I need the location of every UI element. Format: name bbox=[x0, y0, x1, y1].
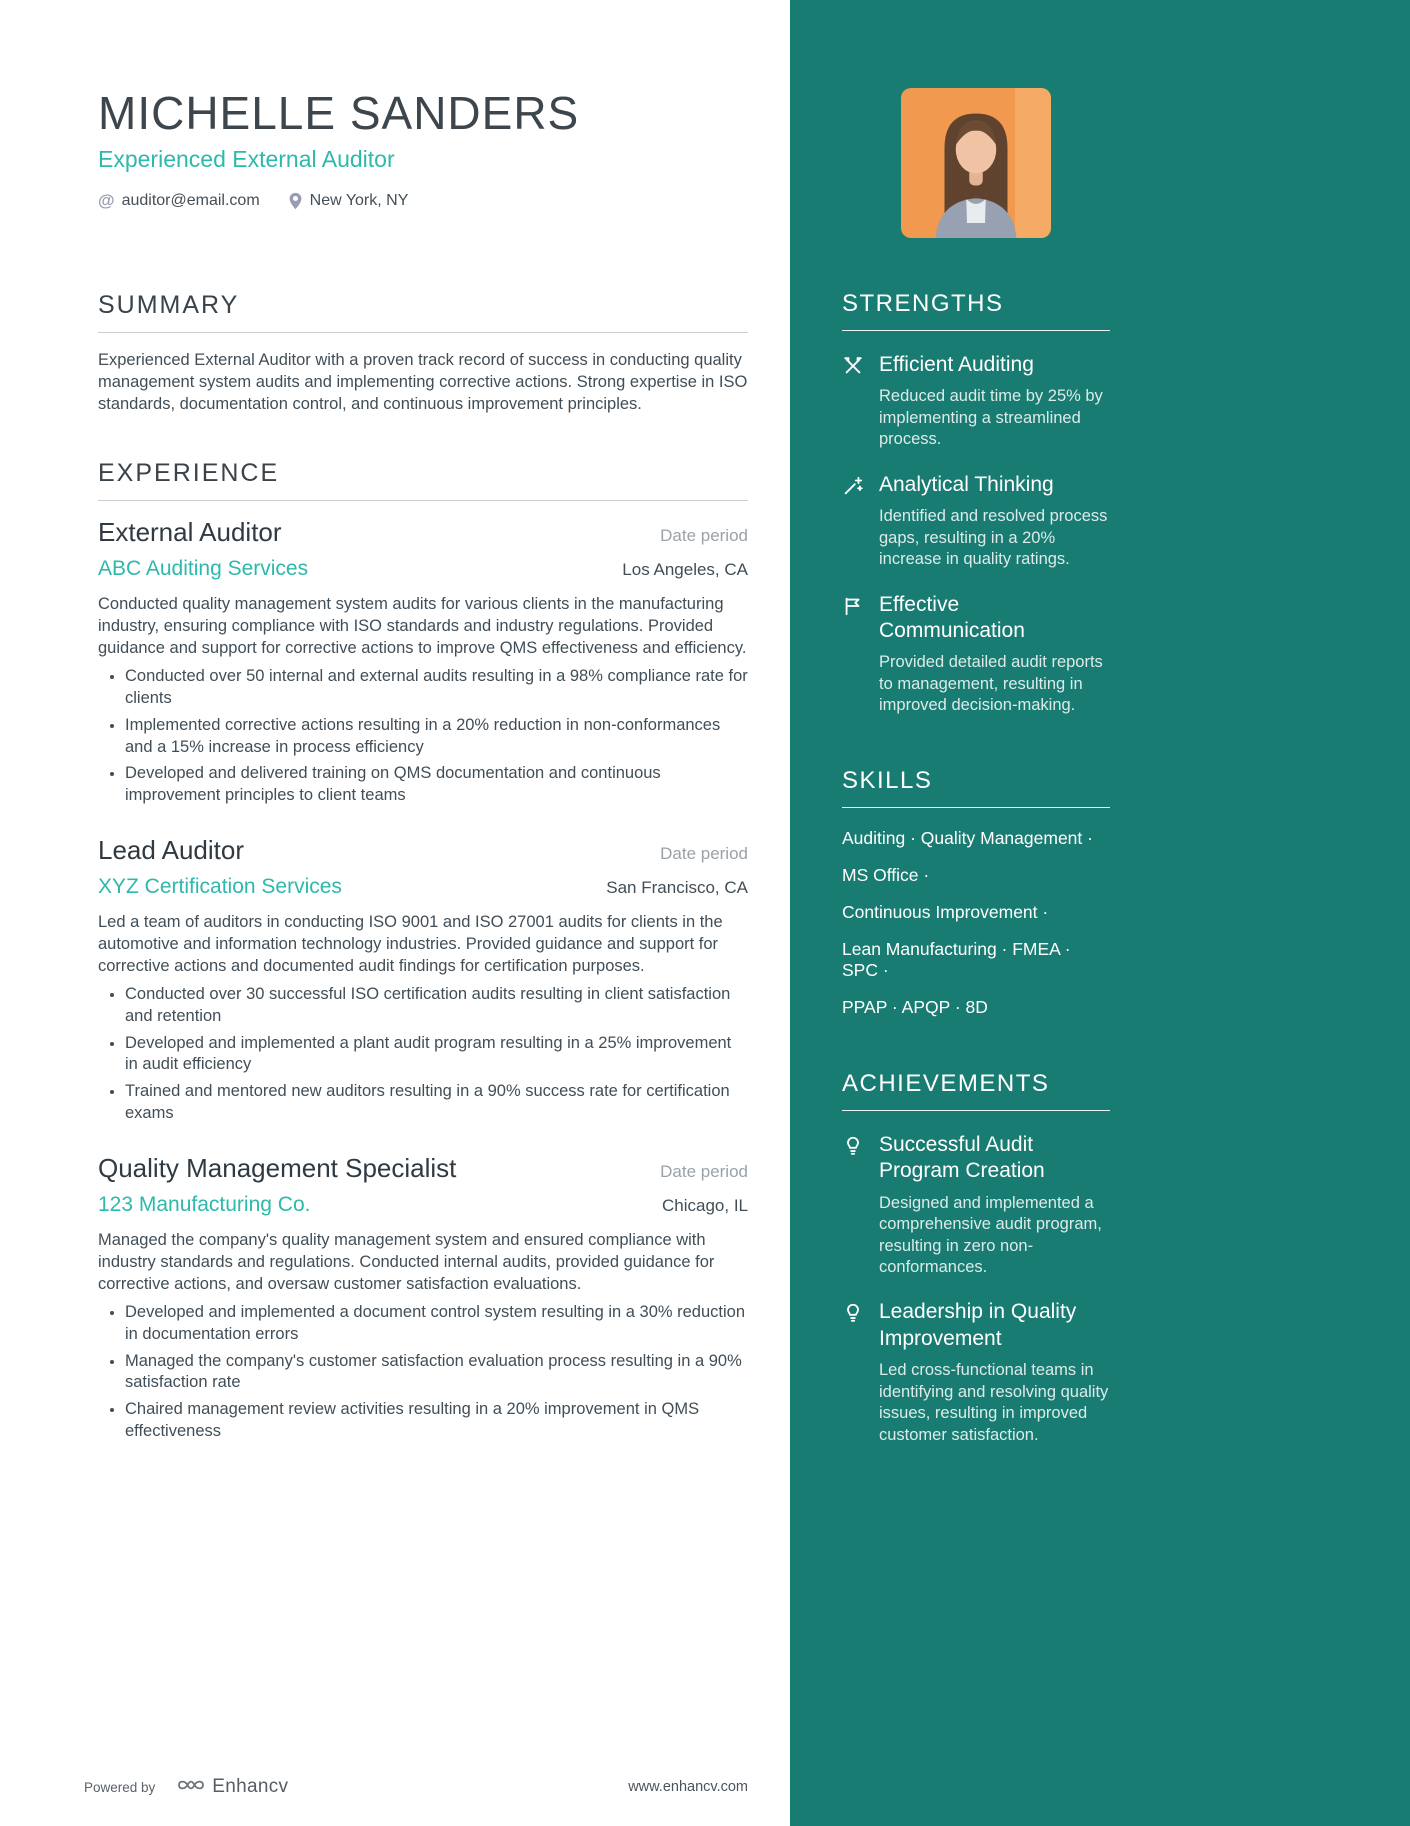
achievement-title: Leadership in Quality Improvement bbox=[879, 1300, 1077, 1350]
job-bullet: • Developed and implemented a document control system resulting in a 30% reduction in documentation errors bbox=[125, 1302, 748, 1346]
job-title: External Auditor bbox=[98, 516, 282, 547]
achievement-title: Successful Audit Program Creation bbox=[879, 1132, 1045, 1183]
summary-heading: SUMMARY bbox=[98, 291, 748, 333]
lightbulb-icon bbox=[842, 1299, 866, 1324]
skill-line: PPAP · APQP · 8D bbox=[842, 996, 988, 1017]
job-bullet: • Conducted over 50 internal and external audits resulting in a 98% compliance rate for clients bbox=[125, 666, 748, 710]
powered-by-label: Powered by bbox=[84, 1779, 156, 1795]
job-header-row bbox=[98, 1153, 748, 1184]
job-location: Chicago, IL bbox=[662, 1195, 748, 1215]
skill-line: Continuous Improvement · bbox=[842, 901, 1049, 922]
job-company: ABC Auditing Services bbox=[98, 556, 309, 580]
job-description: Managed the company's quality management system and ensured compliance with industry standards and regulations. Conducted internal audits, provided guidance for corrective actions, and oversaw customer satisfaction evaluations. bbox=[98, 1230, 715, 1293]
at-icon: @ bbox=[98, 190, 115, 210]
achievements-heading: ACHIEVEMENTS bbox=[842, 1070, 1110, 1111]
job-bullet: • Developed and delivered training on QMS documentation and continuous improvement principles to client teams bbox=[125, 763, 748, 807]
candidate-name: MICHELLE SANDERS bbox=[98, 87, 580, 139]
summary-section bbox=[98, 291, 748, 415]
location-pin-icon bbox=[288, 192, 303, 210]
experience-heading: EXPERIENCE bbox=[98, 459, 748, 501]
job-location: Los Angeles, CA bbox=[622, 559, 748, 579]
strength-body bbox=[879, 592, 1110, 717]
email-item[interactable] bbox=[98, 191, 260, 211]
achievement-text: Led cross-functional teams in identifying and resolving quality issues, resulting in improved customer satisfaction. bbox=[879, 1361, 1109, 1444]
strength-item bbox=[842, 472, 1110, 571]
job-bullet: • Managed the company's customer satisfaction evaluation process resulting in a 90% satisfaction rate bbox=[125, 1351, 748, 1395]
strength-item bbox=[842, 592, 1110, 717]
job-bullet-list bbox=[98, 984, 748, 1125]
candidate-job-title: Experienced External Auditor bbox=[98, 145, 395, 172]
job-date: Date period bbox=[660, 843, 748, 863]
enhancv-logo-icon bbox=[177, 1777, 205, 1798]
flag-icon bbox=[842, 592, 866, 617]
job-title: Quality Management Specialist bbox=[98, 1152, 457, 1183]
strength-body bbox=[879, 472, 1110, 571]
job-subheader-row bbox=[98, 875, 748, 899]
strengths-heading: STRENGTHS bbox=[842, 290, 1110, 331]
job-entry bbox=[98, 517, 748, 807]
strength-text: Provided detailed audit reports to management, resulting in improved decision-making. bbox=[879, 653, 1103, 715]
skill-line: Auditing · Quality Management · bbox=[842, 827, 1093, 848]
achievement-body bbox=[879, 1299, 1110, 1446]
skills-section bbox=[842, 767, 1110, 1018]
job-subheader-row bbox=[98, 1193, 748, 1217]
job-bullet: • Conducted over 30 successful ISO certification audits resulting in client satisfaction and retention bbox=[125, 984, 748, 1028]
enhancv-brand-name: Enhancv bbox=[212, 1776, 289, 1797]
job-date: Date period bbox=[660, 1161, 748, 1181]
job-subheader-row bbox=[98, 557, 748, 581]
job-location: San Francisco, CA bbox=[606, 877, 748, 897]
achievement-item bbox=[842, 1132, 1110, 1279]
contact-row bbox=[98, 191, 748, 211]
strength-title: Analytical Thinking bbox=[879, 472, 1054, 496]
job-date: Date period bbox=[660, 525, 748, 545]
enhancv-logo[interactable] bbox=[177, 1776, 288, 1798]
achievement-body bbox=[879, 1132, 1110, 1279]
strengths-section bbox=[842, 290, 1110, 717]
job-company: XYZ Certification Services bbox=[98, 874, 342, 898]
job-bullet: • Implemented corrective actions resulting in a 20% reduction in non-conformances and a 15% increase in process efficiency bbox=[125, 715, 748, 759]
job-bullet-list bbox=[98, 1302, 748, 1443]
achievement-text: Designed and implemented a comprehensive audit program, resulting in zero non-conformances. bbox=[879, 1193, 1102, 1276]
job-header-row bbox=[98, 517, 748, 548]
job-description: Conducted quality management system audits for various clients in the manufacturing industry, ensuring compliance with ISO standards and industry regulations. Provided guidance and support for corrective actions to improve QMS effectiveness and efficiency. bbox=[98, 594, 747, 658]
enhancv-website-link[interactable]: www.enhancv.com bbox=[628, 1779, 748, 1795]
magic-wand-icon bbox=[842, 472, 866, 497]
job-title: Lead Auditor bbox=[98, 834, 245, 865]
profile-photo-illustration bbox=[901, 88, 1051, 238]
skill-line: Lean Manufacturing · FMEA · SPC · bbox=[842, 938, 1071, 980]
job-header-row bbox=[98, 835, 748, 866]
strength-item bbox=[842, 352, 1110, 451]
page-footer bbox=[84, 1776, 748, 1798]
profile-photo bbox=[901, 88, 1051, 238]
sidebar-content bbox=[842, 88, 1110, 1446]
achievements-section bbox=[842, 1070, 1110, 1446]
achievement-item bbox=[842, 1299, 1110, 1446]
strength-text: Reduced audit time by 25% by implementing a streamlined process. bbox=[879, 387, 1103, 449]
experience-section bbox=[98, 459, 748, 1471]
resume-header bbox=[98, 88, 748, 211]
lightbulb-icon bbox=[842, 1132, 866, 1157]
location-text: New York, NY bbox=[309, 191, 409, 209]
job-company: 123 Manufacturing Co. bbox=[98, 1192, 311, 1216]
strength-title: Effective Communication bbox=[879, 592, 1025, 642]
job-bullet-list bbox=[98, 666, 748, 807]
summary-text: Experienced External Auditor with a proven track record of success in conducting quality management system audits and implementing corrective actions. Strong expertise in ISO standards, documentation control, and continuous improvement principles. bbox=[98, 350, 748, 413]
job-bullet: • Trained and mentored new auditors resulting in a 90% success rate for certification exams bbox=[125, 1081, 748, 1125]
location-item bbox=[288, 192, 409, 210]
job-entry bbox=[98, 1153, 748, 1443]
crossed-tools-icon bbox=[842, 352, 866, 377]
skill-line: MS Office · bbox=[842, 864, 930, 885]
job-bullet: • Chaired management review activities resulting in a 20% improvement in QMS effectiveness bbox=[125, 1399, 748, 1443]
strength-text: Identified and resolved process gaps, resulting in a 20% increase in quality ratings. bbox=[879, 507, 1108, 569]
strength-title: Efficient Auditing bbox=[879, 353, 1034, 376]
job-description: Led a team of auditors in conducting ISO 9001 and ISO 27001 audits for clients in the automotive and information technology industries. Provided guidance and support for corrective actions and documented audit findings for certification purposes. bbox=[98, 912, 723, 976]
sidebar bbox=[790, 0, 1410, 1826]
strength-body bbox=[879, 352, 1110, 451]
skills-heading: SKILLS bbox=[842, 767, 1110, 808]
job-entry bbox=[98, 835, 748, 1125]
email-text: auditor@email.com bbox=[121, 191, 260, 209]
job-bullet: • Developed and implemented a plant audit program resulting in a 25% improvement in audit efficiency bbox=[125, 1033, 748, 1077]
